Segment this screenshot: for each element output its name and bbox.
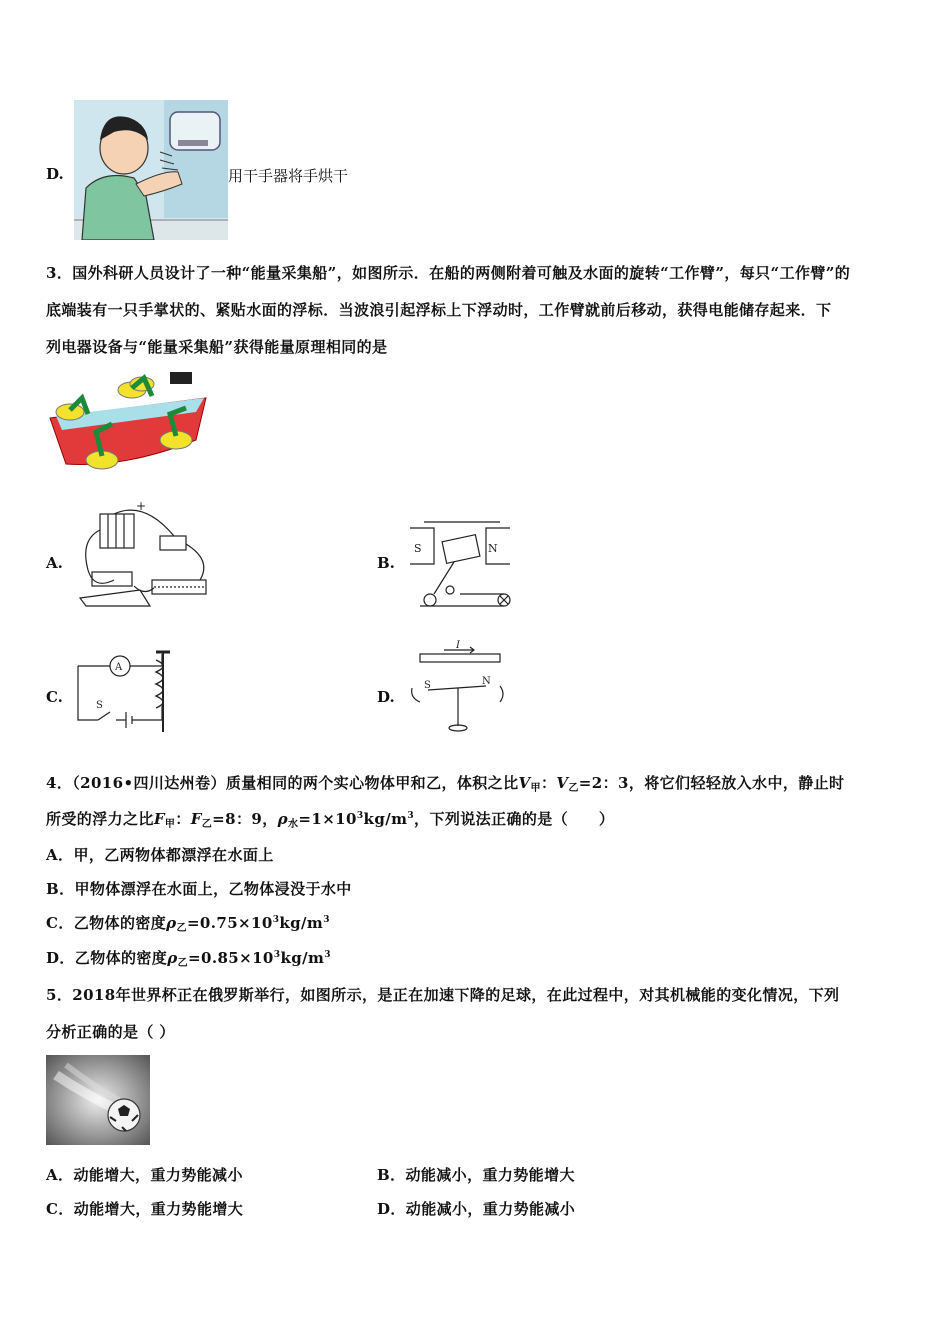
needle-n-label: N: [482, 676, 491, 687]
falling-football-figure: [46, 1055, 150, 1145]
q5-option-d[interactable]: D．动能减小，重力势能减小: [377, 1200, 576, 1218]
switch-label: S: [96, 700, 103, 711]
current-label: I: [456, 640, 460, 651]
q3-stem-line3: 列电器设备与“能量采集船”获得能量原理相同的是: [46, 338, 388, 356]
q5-option-c[interactable]: C．动能增大，重力势能增大: [46, 1200, 244, 1218]
q3-option-b-label[interactable]: B.: [377, 554, 395, 572]
q5-stem-line1: 5．2018年世界杯正在俄罗斯举行，如图所示，是正在加速下降的足球，在此过程中，对其机械能的变化情况，下列: [46, 986, 840, 1004]
needle-s-label: S: [424, 680, 431, 691]
q3-option-d-label[interactable]: D.: [377, 688, 395, 706]
q4-option-b[interactable]: B．甲物体漂浮在水面上，乙物体浸没于水中: [46, 880, 352, 898]
q4-option-c[interactable]: C．乙物体的密度$\rho_乙=0.75\times 10^3kg/m^3$: [46, 914, 330, 934]
q5-stem-line2: 分析正确的是（ ）: [46, 1023, 175, 1041]
q3-option-c-label[interactable]: C.: [46, 688, 63, 706]
magnet-s-label: S: [414, 542, 422, 555]
q3-stem-line1: 3．国外科研人员设计了一种“能量采集船”，如图所示．在船的两侧附着可触及水面的旋转“工作臂”，每只“工作臂”的: [46, 264, 851, 282]
q2-option-d-text: 用干手器将手烘干: [228, 167, 349, 185]
circuit-battery-rheostat-figure: [74, 500, 214, 610]
oersted-experiment-figure: [404, 638, 514, 734]
magnet-n-label: N: [488, 542, 498, 555]
ammeter-label: A: [115, 662, 123, 673]
q3-stem-line2: 底端装有一只手掌状的、紧贴水面的浮标．当波浪引起浮标上下浮动时，工作臂就前后移动，获得电能储存起来．下: [46, 301, 832, 319]
q4-stem-line1: 4．（2016•四川达州卷）质量相同的两个实心物体甲和乙，体积之比$V_甲$：$V_乙=2$：3，将它们轻轻放入水中，静止时: [46, 774, 845, 794]
q4-option-a[interactable]: A．甲，乙两物体都漂浮在水面上: [46, 846, 274, 864]
q2-option-d-label[interactable]: D.: [46, 165, 64, 183]
hand-dryer-figure: [74, 100, 228, 240]
energy-harvesting-ship-figure: [46, 368, 212, 478]
q5-option-b[interactable]: B．动能减小，重力势能增大: [377, 1166, 575, 1184]
q4-option-d[interactable]: D．乙物体的密度$\rho_乙=0.85\times 10^3kg/m^3$: [46, 949, 331, 969]
q5-option-a[interactable]: A．动能增大，重力势能减小: [46, 1166, 243, 1184]
svg-text:+: +: [136, 500, 147, 513]
q4-stem-line2: 所受的浮力之比$F_甲$：$F_乙=8$：9，$\rho_水=1\times 10^3kg/m^3$，下列说法正确的是（ ）: [46, 810, 615, 830]
q3-option-a-label[interactable]: A.: [46, 554, 63, 572]
generator-coil-magnets-figure: [404, 518, 516, 614]
electromagnet-circuit-figure: [74, 646, 174, 736]
